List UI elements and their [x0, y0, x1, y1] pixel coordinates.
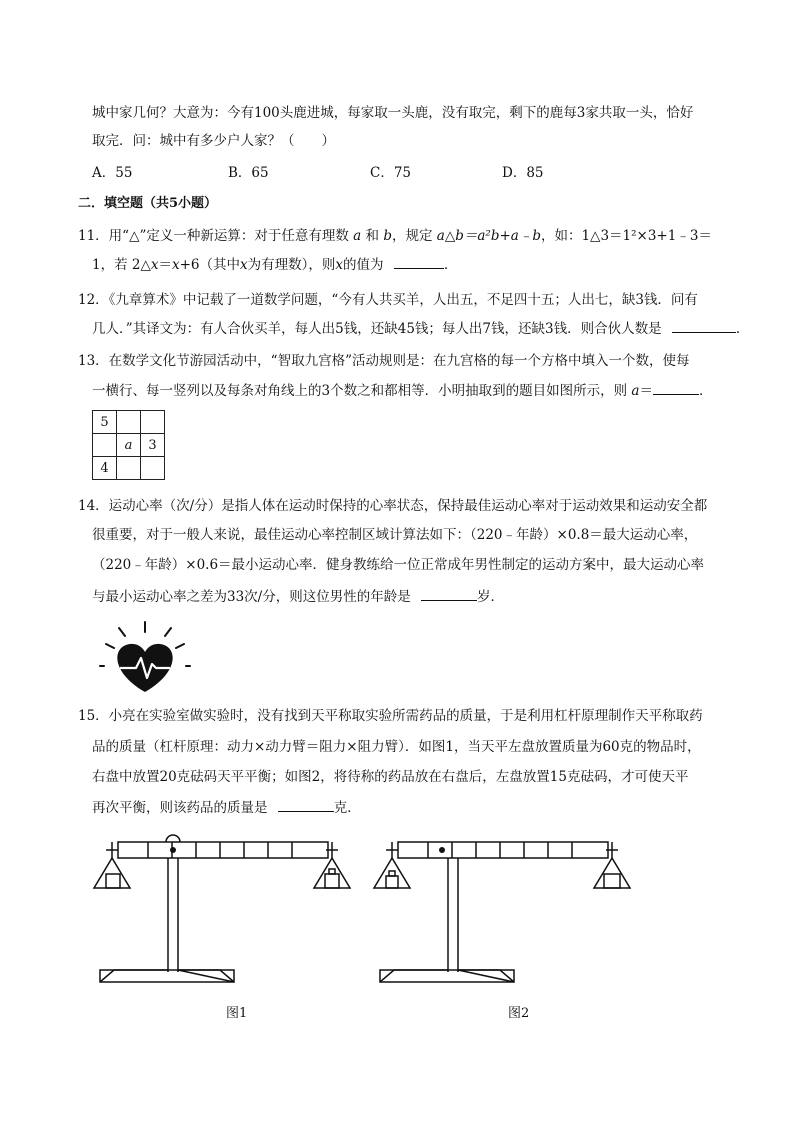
q12-line1: 12．《九章算术》中记载了一道数学问题，“今有人共买羊，人出五，不足四十五；人出七，缺3钱．问有 — [78, 292, 698, 308]
grid-cell: 3 — [141, 434, 165, 457]
nine-grid — [92, 410, 165, 480]
q11-var-a: a — [353, 228, 362, 244]
q13-text: 一横行、每一竖列以及每条对角线上的3个数之和都相等．小明抽取到的题目如图所示，则 — [92, 383, 628, 399]
q13-answer-blank[interactable] — [653, 380, 699, 395]
q11-text: 为有理数），则 — [247, 257, 336, 273]
figure-2-caption: 图2 — [508, 1006, 530, 1021]
q11-line1 — [78, 226, 712, 246]
heart-pulse-icon — [90, 616, 200, 698]
q14-end: 岁． — [477, 589, 505, 605]
q13-line2 — [92, 380, 712, 401]
q11-end: ． — [443, 257, 458, 273]
q12-line2 — [92, 318, 749, 339]
q10-line1: 城中家几何？大意为：今有100头鹿进城，每家取一头鹿，没有取完，剩下的鹿每3家共取一头，恰好 — [92, 105, 694, 121]
q14-text: 与最小运动心率之差为33次/分，则这位男性的年龄是 — [92, 589, 411, 605]
q10-option-d: D．85 — [502, 165, 544, 181]
q14-line2: 很重要，对于一般人来说，最佳运动心率控制区域计算法如下：（220﹣年龄）×0.8＝最大运动心率， — [92, 527, 698, 543]
q11-var-x: x — [150, 257, 159, 273]
q14-line4 — [92, 586, 504, 607]
q10-option-a: A．55 — [92, 165, 133, 181]
q11-answer-blank[interactable] — [394, 254, 444, 269]
q11-var-x: x — [335, 257, 344, 273]
q11-text: +6（其中 — [179, 257, 241, 273]
grid-cell — [93, 434, 117, 457]
q11-line2 — [92, 254, 457, 275]
q11-text: 和 — [365, 228, 380, 244]
q15-text: 再次平衡，则该药品的质量是 — [92, 800, 268, 816]
q11-text: 11．用“△”定义一种新运算：对于任意有理数 — [78, 228, 349, 244]
q11-text: 的值为 — [343, 257, 384, 273]
grid-cell — [117, 457, 141, 480]
q11-text: ，规定 — [391, 228, 433, 244]
grid-cell — [117, 411, 141, 434]
q11-text: 1，若 2△ — [92, 257, 151, 273]
section-header: 二．填空题（共5小题） — [78, 196, 218, 211]
q10-option-c: C．75 — [370, 165, 412, 181]
q14-line3: （220﹣年龄）×0.6＝最小运动心率．健身教练给一位正常成年男性制定的运动方案中，最大运动心率 — [92, 557, 705, 573]
q14-line1: 14．运动心率（次/分）是指人体在运动时保持的心率状态，保持最佳运动心率对于运动效果和运动安全都 — [78, 498, 708, 514]
q11-var-b: b — [383, 228, 392, 244]
balance-figure-1 — [90, 830, 370, 1000]
q12-answer-blank[interactable] — [672, 318, 736, 333]
q15-line4 — [92, 797, 361, 818]
grid-cell — [141, 411, 165, 434]
q14-answer-blank[interactable] — [421, 586, 477, 601]
q13-var-a: a — [631, 383, 640, 399]
balance-figure-2 — [370, 830, 650, 1000]
q12-text: 几人．”其译文为：有人合伙买羊，每人出5钱，还缺45钱；每人出7钱，还缺3钱．则合伙人数是 — [92, 321, 662, 337]
grid-cell: a — [117, 434, 141, 457]
grid-cell: 5 — [93, 411, 117, 434]
q15-end: 克． — [333, 800, 361, 816]
q13-line1: 13．在数学文化节游园活动中，“智取九宫格”活动规则是：在九宫格的每一个方格中填入一个数，使每 — [78, 353, 690, 369]
grid-cell — [141, 457, 165, 480]
q11-example: ，如：1△3＝1²×3+1﹣3＝ — [540, 228, 712, 244]
q15-line3: 右盘中放置20克砝码天平平衡；如图2，将待称的药品放在右盘后，左盘放置15克砝码，才可使天平 — [92, 769, 689, 785]
q10-line2: 取完．问：城中有多少户人家？（ ） — [92, 133, 335, 149]
q12-end: ． — [735, 321, 750, 337]
q15-line2: 品的质量（杠杆原理：动力×动力臂＝阻力×阻力臂）．如图1，当天平左盘放置质量为60克的物品时， — [92, 739, 701, 755]
q11-var-x: x — [240, 257, 248, 273]
q11-text: ＝ — [158, 257, 172, 273]
q13-end: ． — [698, 383, 713, 399]
grid-cell: 4 — [93, 457, 117, 480]
q15-answer-blank[interactable] — [278, 797, 334, 812]
q11-expression: a△b＝a²b+a﹣b — [436, 228, 541, 244]
figure-1-caption: 图1 — [226, 1006, 248, 1021]
q13-eq: ＝ — [639, 383, 653, 399]
q11-var-x: x — [171, 257, 180, 273]
q15-line1: 15．小亮在实验室做实验时，没有找到天平称取实验所需药品的质量，于是利用杠杆原理制作天平称取药 — [78, 708, 703, 724]
q10-option-b: B．65 — [228, 165, 269, 181]
